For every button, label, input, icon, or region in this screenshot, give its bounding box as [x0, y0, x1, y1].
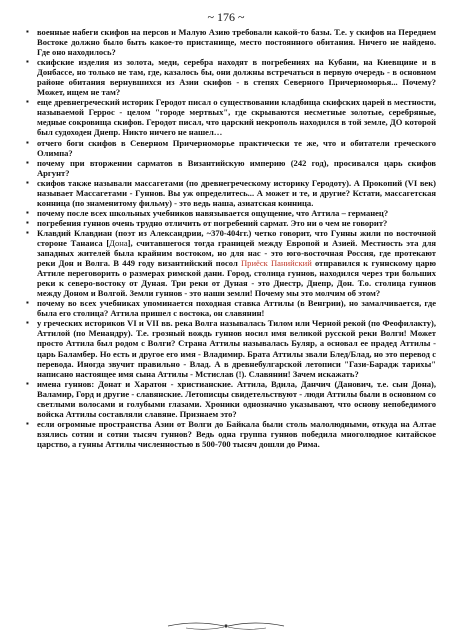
item-text: скифов также называли массагетами (по древнегреческому историку Геродоту). А Прокопий (VI век) называет Массагетами - Гуннов. Вы уж определитесь... А может и те, и другие? Кстати, массагетская конница (по знаменитому фильму) - это ведь наша, азиатская конница. [37, 177, 436, 208]
list-item [26, 379, 436, 419]
bullet-list [26, 27, 436, 449]
item-text: если огромные пространства Азии от Волги до Байкала были столь малолюдными, откуда на Алтае взялись сотни и сотни тысяч гуннов? Ведь одна группа гуннов победила многолюдное китайское царство, а гунны Аттилы численностью в 500-700 тысяч дошли до Рима. [37, 418, 436, 449]
item-text: имена гуннов: Донат и Харатон - христианские. Аттила, Вдила, Данчич (Данович, т.е. сын Дона), Валамир, Горд и другие - славянские. Летописцы свидетельствуют - люди Аттилы были в основном со светлыми волосами и голубыми глазами. Хроники однозначно указывают, что основу непобедимого войска Аттилы составляли славяне. Признаем это? [37, 378, 436, 419]
list-item [26, 97, 436, 137]
highlighted-name: Приёск Панийский [241, 258, 312, 269]
list-item [26, 218, 436, 228]
item-text: еще древнегреческий историк Геродот писал о существовании кладбища скифских царей в местности, называемой Геррос - целом "городе мертвых", где скрываются несметные золотые, серебряные, медные сокровища скифов. Геродот писал, что царский некрополь находился в той земле, ДО которой был судоходен Днепр. Никто ничего не нашел… [37, 97, 436, 138]
item-text: скифские изделия из золота, меди, серебра находят в погребениях на Кубани, на Киевщине и в Донбассе, но только не там, где, казалось бы, они должны встречаться в первую очередь - в основном районе обитания вернувшихся из Азии скифов - в степях Северного Причерноморья... Почему? Может, ищем не там? [37, 57, 436, 98]
list-item [26, 57, 436, 97]
list-item [26, 228, 436, 298]
list-item [26, 208, 436, 218]
list-item [26, 298, 436, 318]
list-item [26, 419, 436, 449]
item-text: отправился к гуннскому царю Аттиле переговорить о размерах римской дани. Город, столица гуннов, находился через три больших реки к северо-востоку от Дуная. Три реки от Дуная - это Днестр, Днепр, Дон. Т.о. столица гуннов между Доном и Волгой. Земли гуннов - это наши земли! Почему мы это молчим об этом? [37, 258, 436, 299]
list-item [26, 178, 436, 208]
item-text: почему после всех школьных учебников навязывается ощущение, что Аттила – германец? [37, 207, 389, 218]
item-text: ], считавшегося тогда границей между Европой и Азией. Местность эта для западных жителей была крайним востоком, но для нас - это юго-восточная Россия, где протекают реки Дон и Волга. В 449 году византийский посол [37, 237, 436, 269]
item-text: у греческих историков VI и VII вв. река Волга называлась Тилом или Черной рекой (по Феофилакту), Аттилой (по Менандру). Т.е. грозный вождь гуннов носил имя великой русской реки Волги! Может просто Аттила был родом с Волги? Страна Аттилы называлась Буляр, а основал ее прадед Аттилы - царь Баламбер. Но есть и другое его имя - Владимир. Брата Аттилы звали Блед/Блад, но это перевод с перевода. Иногда звучит правильно - Влад. А в древнебулгарской летописи "Гази-Барадж тарихы" написано настоящее имя сына Аттилы - Мстислав (!). Славянин! Зачем искажать? [37, 318, 436, 379]
inline-note: Дона [109, 237, 128, 248]
item-text: отчего боги скифов в Северном Причерноморье практически те же, что и обитатели греческого Олимпа? [37, 137, 436, 158]
list-item [26, 138, 436, 158]
item-text: почему во всех учебниках упоминается походная ставка Аттилы (в Венгрии), но замалчивается, где была его столица? Аттила пришел с востока, он славянин! [37, 298, 436, 319]
item-text: почему при вторжении сарматов в Византийскую империю (242 год), просивался царь скифов Аргунт? [37, 157, 436, 178]
item-text: Клавдий Клавдиан (поэт из Александрии, ~370-404гг.) четко говорит, что Гунны жили по восточной стороне Танаиса [ [37, 227, 436, 248]
item-text: погребения гуннов очень трудно отличить от погребений сармат. Это ни о чем не говорит? [37, 217, 388, 228]
list-item [26, 158, 436, 178]
item-text: военные набеги скифов на персов и Малую Азию требовали какой-то базы. Т.е. у скифов на Переднем Востоке должно было быть какое-то пристанище, место постоянного обитания. Ничего не найдено. Где оно находилось? [37, 27, 436, 58]
ornamental-divider-icon [166, 618, 286, 632]
list-item [26, 318, 436, 378]
list-item [26, 27, 436, 57]
page-number: ~ 176 ~ [207, 10, 245, 24]
